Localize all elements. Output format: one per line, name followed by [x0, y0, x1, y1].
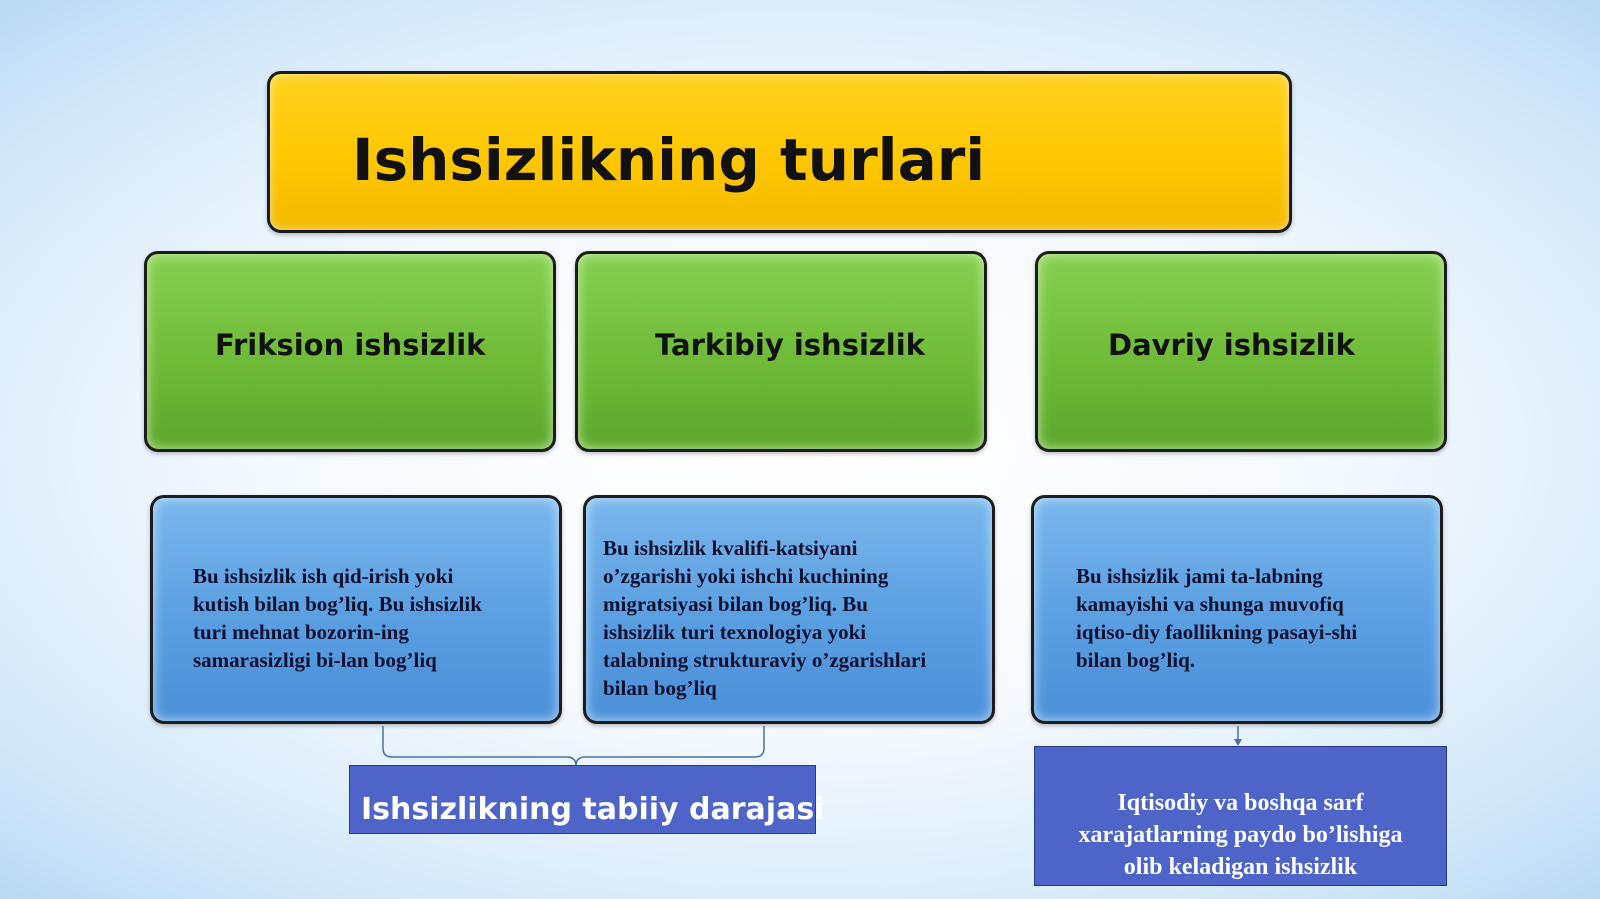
type-label-friksion: Friksion ishsizlik [215, 328, 486, 362]
natural-rate-label: Ishsizlikning tabiiy darajasi [361, 792, 825, 827]
type-label-tarkibiy: Tarkibiy ishsizlik [655, 328, 925, 362]
diagram-title: Ishsizlikning turlari [352, 126, 986, 194]
cyclical-outcome-label: Iqtisodiy va boshqa sarf xarajatlarning paydo bo’lishiga olib keladigan ishsizlik [1078, 790, 1403, 880]
description-text-davriy: Bu ishsizlik jami ta-labning kamayishi va shunga muvofiq iqtiso-diy faollikning pasayi-shi bilan bog’liq. [1076, 564, 1358, 672]
description-text-friksion: Bu ishsizlik ish qid-irish yoki kutish bilan bog’liq. Bu ishsizlik turi mehnat bozorin-ing samarasizligi bi-lan bog’liq [193, 564, 482, 672]
brace-connector [383, 726, 764, 766]
natural-rate-box [349, 765, 825, 834]
cyclical-outcome-box [1034, 746, 1447, 886]
type-label-davriy: Davriy ishsizlik [1108, 328, 1355, 362]
description-text-tarkibiy: Bu ishsizlik kvalifi-katsiyani o’zgarishi yoki ishchi kuchining migratsiyasi bilan bog’liq. Bu ishsizlik turi texnologiya yoki talabning strukturaviy o’zgarishlari bilan bog’liq [603, 536, 927, 700]
arrow-head [1234, 739, 1242, 746]
